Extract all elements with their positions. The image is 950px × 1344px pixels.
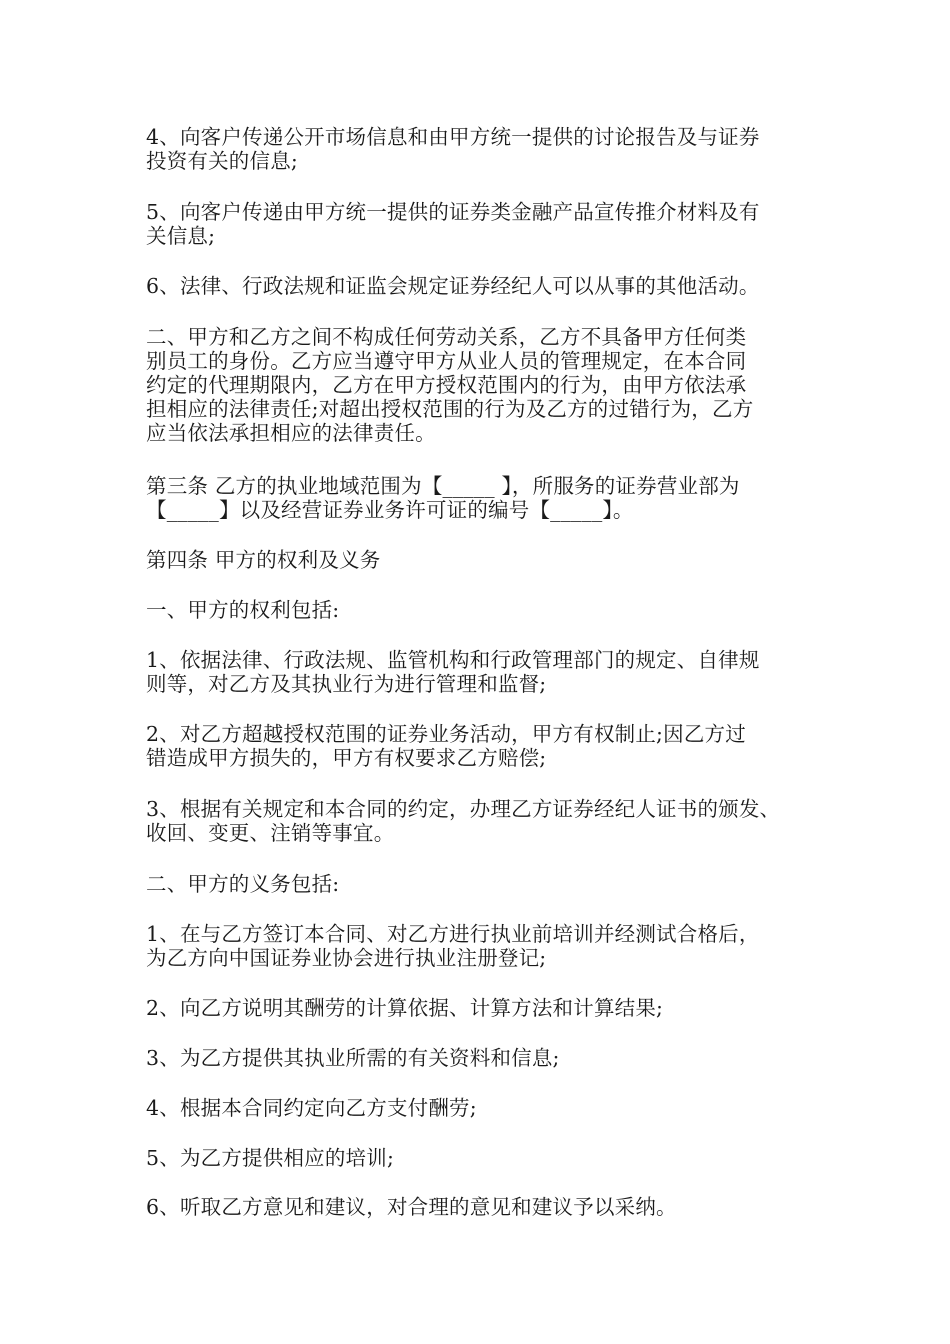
heading-article-four: 第四条 甲方的权利及义务 — [146, 548, 381, 572]
paragraph-right-1: 1、依据法律、行政法规、监管机构和行政管理部门的规定、自律规 则等，对乙方及其执业行为进行管理和监督; — [146, 648, 760, 696]
paragraph-obligation-1: 1、在与乙方签订本合同、对乙方进行执业前培训并经测试合格后， 为乙方向中国证券业协会进行执业注册登记; — [146, 922, 760, 970]
paragraph-obligation-6: 6、听取乙方意见和建议，对合理的意见和建议予以采纳。 — [146, 1195, 677, 1219]
heading-party-a-obligations: 二、甲方的义务包括: — [146, 872, 340, 896]
paragraph-article-three: 第三条 乙方的执业地域范围为【_____ 】，所服务的证券营业部为 【_____】以及经营证券业务许可证的编号【_____】。 — [146, 474, 740, 522]
paragraph-right-3: 3、根据有关规定和本合同的约定，办理乙方证券经纪人证书的颁发、 收回、变更、注销等事宜。 — [146, 797, 781, 845]
paragraph-obligation-4: 4、根据本合同约定向乙方支付酬劳; — [146, 1096, 477, 1120]
heading-party-a-rights: 一、甲方的权利包括: — [146, 598, 340, 622]
paragraph-obligation-5: 5、为乙方提供相应的培训; — [146, 1146, 395, 1170]
paragraph-section-two: 二、甲方和乙方之间不构成任何劳动关系，乙方不具备甲方任何类 别员工的身份。乙方应当遵守甲方从业人员的管理规定，在本合同 约定的代理期限内，乙方在甲方授权范围内的行为，由甲方依法承 担相应的法律责任;对超出授权范围的行为及乙方的过错行为，乙方 应当依法承担相应的法律责任。 — [146, 325, 754, 445]
paragraph-clause-6: 6、法律、行政法规和证监会规定证券经纪人可以从事的其他活动。 — [146, 274, 760, 298]
paragraph-right-2: 2、对乙方超越授权范围的证券业务活动，甲方有权制止;因乙方过 错造成甲方损失的，甲方有权要求乙方赔偿; — [146, 722, 746, 770]
paragraph-obligation-3: 3、为乙方提供其执业所需的有关资料和信息; — [146, 1046, 560, 1070]
paragraph-clause-4: 4、向客户传递公开市场信息和由甲方统一提供的讨论报告及与证券 投资有关的信息; — [146, 125, 760, 173]
paragraph-obligation-2: 2、向乙方说明其酬劳的计算依据、计算方法和计算结果; — [146, 996, 664, 1020]
paragraph-clause-5: 5、向客户传递由甲方统一提供的证券类金融产品宣传推介材料及有 关信息; — [146, 200, 760, 248]
